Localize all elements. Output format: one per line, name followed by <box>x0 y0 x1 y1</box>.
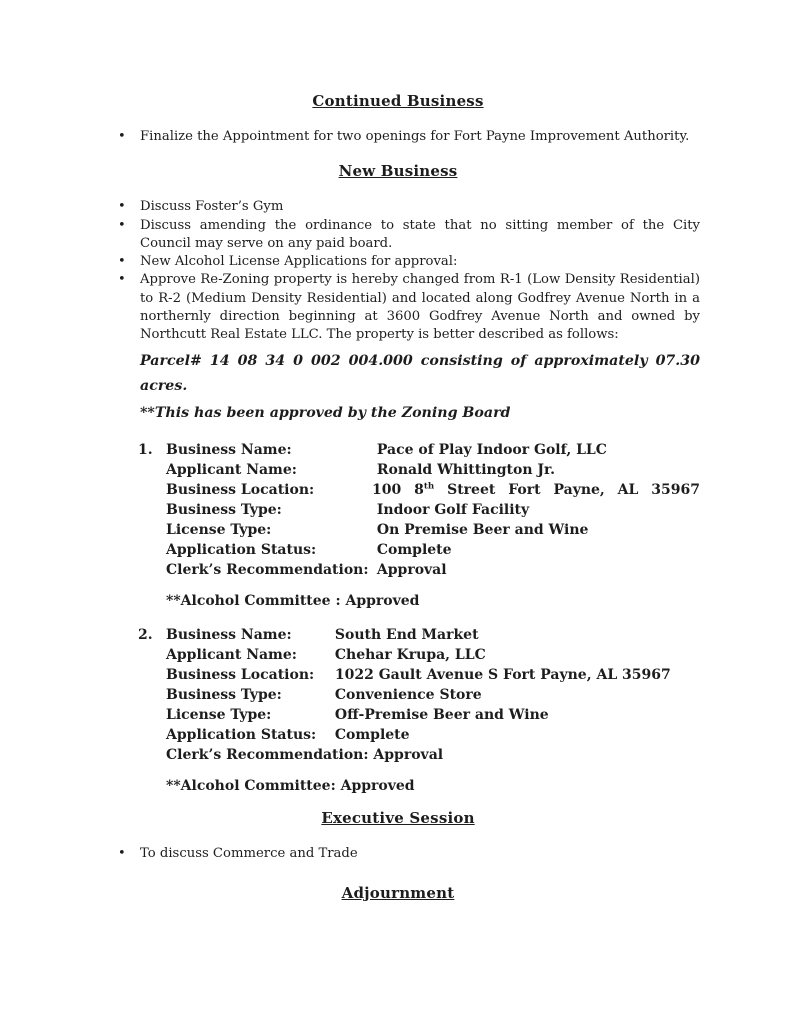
field-row-license-type <box>138 520 700 540</box>
field-value: Chehar Krupa, LLC <box>334 646 486 663</box>
field-value: Ronald Whittington Jr. <box>376 461 555 478</box>
field-label: Applicant Name: <box>166 646 297 663</box>
heading-executive-session: Executive Session <box>321 808 475 827</box>
heading-continued-business: Continued Business <box>312 92 484 110</box>
field-row-business-name <box>138 440 700 460</box>
field-value: South End Market <box>334 626 479 643</box>
application-number: 1. <box>138 441 153 458</box>
parcel-note-line2: acres. <box>140 377 188 394</box>
field-row-business-location <box>138 480 700 500</box>
field-value: Approval <box>373 746 444 763</box>
heading-new-business: New Business <box>338 162 458 181</box>
continued-business-list <box>96 128 700 146</box>
bullet-item: • Discuss Foster’s Gym <box>140 198 700 216</box>
bullet-item: • To discuss Commerce and Trade <box>140 845 700 863</box>
field-value: Indoor Golf Facility <box>376 501 530 518</box>
field-value: Complete <box>334 726 410 743</box>
bullet-item: • New Alcohol License Applications for approval: <box>140 253 700 271</box>
field-row-clerks-recommendation <box>138 745 700 765</box>
field-value: Complete <box>376 541 452 558</box>
field-label: Business Location: <box>166 481 315 498</box>
field-row-business-location <box>138 665 700 685</box>
field-row-application-status <box>138 725 700 745</box>
field-label: Application Status: <box>166 541 317 558</box>
field-label: Application Status: <box>166 726 317 743</box>
field-value: Convenience Store <box>334 686 482 703</box>
field-label: Business Location: <box>166 666 315 683</box>
field-label: Business Name: <box>166 441 292 458</box>
parcel-note-line1: Parcel# 14 08 34 0 002 004.000 consisting of approximately 07.30 <box>140 352 700 369</box>
heading-adjournment: Adjournment <box>341 883 455 902</box>
field-row-clerks-recommendation <box>138 560 700 580</box>
location-text: Street Fort Payne, AL 35967 <box>434 481 700 498</box>
application-number: 2. <box>138 626 153 643</box>
executive-session-list <box>96 845 700 863</box>
location-text: 100 8 <box>372 481 424 498</box>
field-value: 1022 Gault Avenue S Fort Payne, AL 35967 <box>334 666 671 683</box>
bullet-item: • Discuss amending the ordinance to state that no sitting member of the City Council may serve on any paid board. <box>140 217 700 254</box>
field-label: License Type: <box>166 706 272 723</box>
zoning-board-note: **This has been approved by the Zoning Board <box>140 404 511 421</box>
bullet-item: • Finalize the Appointment for two openings for Fort Payne Improvement Authority. <box>140 128 700 146</box>
alcohol-committee-note: **Alcohol Committee: Approved <box>166 777 415 794</box>
new-business-list <box>96 198 700 344</box>
field-label: Business Name: <box>166 626 292 643</box>
field-label: Business Type: <box>166 686 282 703</box>
field-row-business-type <box>138 685 700 705</box>
field-row-business-name <box>138 625 700 645</box>
field-label: Clerk’s Recommendation: <box>166 561 369 578</box>
ordinal-suffix: th <box>423 481 435 492</box>
field-row-license-type <box>138 705 700 725</box>
alcohol-application-1 <box>138 440 700 611</box>
field-row-business-type <box>138 500 700 520</box>
field-value: Pace of Play Indoor Golf, LLC <box>376 441 607 458</box>
field-row-application-status <box>138 540 700 560</box>
field-label: Business Type: <box>166 501 282 518</box>
field-value: Off-Premise Beer and Wine <box>334 706 549 723</box>
alcohol-committee-note: **Alcohol Committee : Approved <box>166 592 420 609</box>
field-value: Approval <box>376 561 447 578</box>
field-value <box>372 480 700 500</box>
field-label: License Type: <box>166 521 272 538</box>
field-label: Clerk’s Recommendation: <box>166 746 369 763</box>
field-label: Applicant Name: <box>166 461 297 478</box>
alcohol-application-2 <box>138 625 700 796</box>
field-value: On Premise Beer and Wine <box>376 521 589 538</box>
field-row-applicant-name <box>138 645 700 665</box>
field-row-applicant-name <box>138 460 700 480</box>
bullet-item: • Approve Re-Zoning property is hereby changed from R-1 (Low Density Residential) to R-2 (Medium Density Residential) and located along Godfrey Avenue North in a northernly direction beginning at 3600 Godfrey Avenue North and owned by Northcutt Real Estate LLC. The property is better described as follows: <box>140 271 700 344</box>
